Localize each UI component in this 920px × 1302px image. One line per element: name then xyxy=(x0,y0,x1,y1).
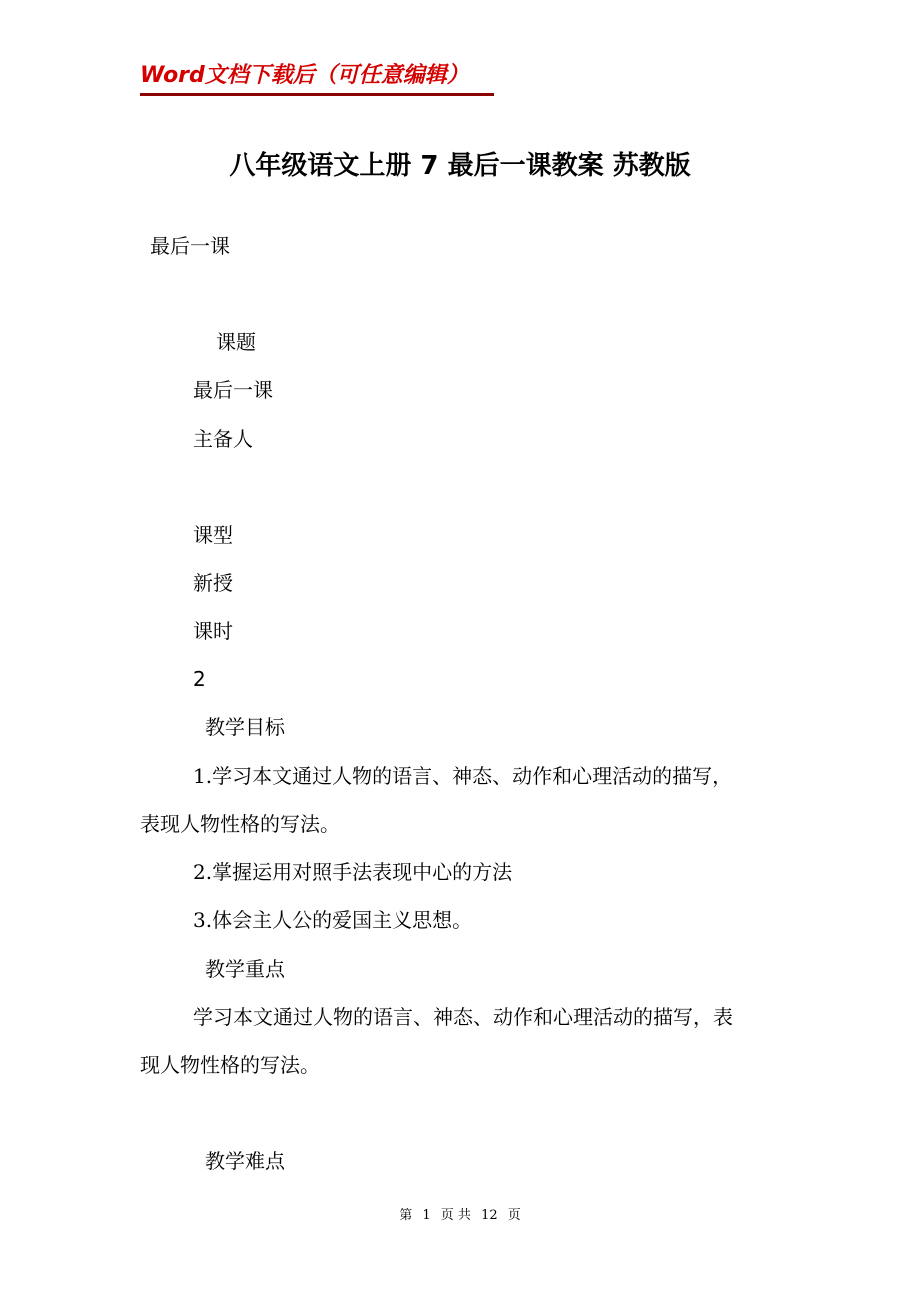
section-heading-difficulties: 教学难点 xyxy=(205,1149,285,1173)
field-value-topic: 最后一课 xyxy=(193,378,273,402)
objective-1-line-1: 1.学习本文通过人物的语言、神态、动作和心理活动的描写， xyxy=(193,764,733,788)
intro-heading: 最后一课 xyxy=(150,234,230,258)
field-value-periods: 2 xyxy=(193,667,206,691)
field-label-periods: 课时 xyxy=(193,619,233,643)
footer-middle: 页 共 xyxy=(440,1208,471,1223)
page-footer xyxy=(0,1206,920,1226)
key-point-line-2: 现人物性格的写法。 xyxy=(140,1053,320,1077)
footer-page-number: 1 xyxy=(422,1208,431,1223)
objective-3: 3.体会主人公的爱国主义思想。 xyxy=(193,908,473,932)
watermark-text: Word文档下载后（可任意编辑） xyxy=(140,63,469,88)
section-heading-key-points: 教学重点 xyxy=(205,957,285,981)
objective-2: 2.掌握运用对照手法表现中心的方法 xyxy=(193,860,513,884)
watermark-banner xyxy=(140,62,494,96)
field-label-author: 主备人 xyxy=(193,427,253,451)
key-point-line-1: 学习本文通过人物的语言、神态、动作和心理活动的描写，表 xyxy=(193,1005,733,1029)
field-label-topic: 课题 xyxy=(216,330,256,354)
section-heading-objectives: 教学目标 xyxy=(205,715,285,739)
footer-suffix: 页 xyxy=(507,1208,521,1223)
objective-1-line-2: 表现人物性格的写法。 xyxy=(140,812,340,836)
field-label-type: 课型 xyxy=(193,523,233,547)
footer-prefix: 第 xyxy=(399,1208,413,1223)
document-title: 八年级语文上册 7 最后一课教案 苏教版 xyxy=(229,151,691,181)
footer-total-pages: 12 xyxy=(481,1208,498,1223)
field-value-type: 新授 xyxy=(193,571,233,595)
